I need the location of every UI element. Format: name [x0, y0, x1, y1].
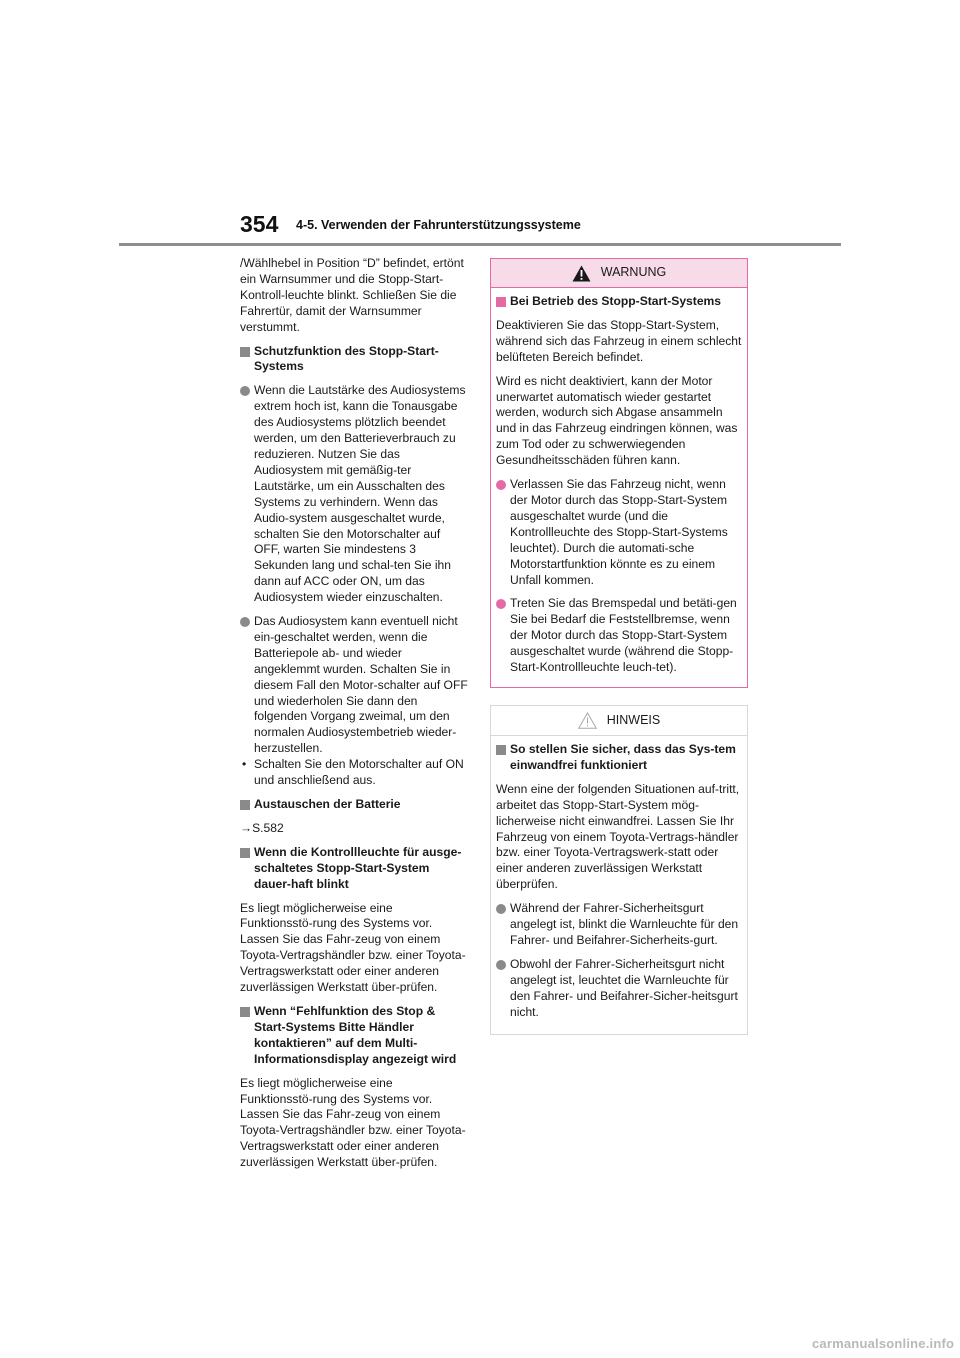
warning-title: WARNUNG — [600, 265, 667, 280]
heading-malfunction-message — [240, 1004, 468, 1068]
footer-logo: carmanualsonline.info — [812, 1336, 955, 1351]
square-bullet-icon — [240, 848, 250, 858]
circle-bullet-icon — [240, 617, 250, 627]
paragraph: Wird es nicht deaktiviert, kann der Motor unerwartet automatisch wieder gestartet werden, wodurch sich Abgase ansammeln und in das Fahrzeug eindringen können, was zum Tod oder zu schwerwiegenden Gesundheitsschäden führen kann. — [496, 373, 738, 468]
header-rule — [119, 243, 841, 246]
circle-bullet-icon — [496, 904, 506, 914]
bullet-text: Während der Fahrer-Sicherheitsgurt angelegt ist, blinkt die Warnleuchte für den Fahrer- und Beifahrer-Sicherheits-gurt. — [510, 901, 739, 947]
heading-text: Wenn die Kontrollleuchte für ausge-schaltetes Stopp-Start-System dauer-haft blinkt — [254, 844, 462, 891]
page-number: 354 — [240, 211, 279, 237]
bullet-text: Wenn die Lautstärke des Audiosystems extrem hoch ist, kann die Tonausgabe des Audiosystems plötzlich beendet werden, um den Batterieverbrauch zu reduzieren. Nutzen Sie das Audiosystem mit gemäßig-ter Lautstärke, um ein Ausschalten des Systems zu verhindern. Wenn das Audio-system ausgeschaltet wurde, schalten Sie den Motorschalter auf OFF, warten Sie mindestens 3 Sekunden lang und schal-ten Sie ihn dann auf ACC oder ON, um das Audiosystem wieder einzuschalten. — [254, 383, 466, 605]
heading-text: Schutzfunktion des Stopp-Start-Systems — [254, 343, 439, 374]
warning-heading — [496, 294, 742, 310]
circle-bullet-icon — [240, 386, 250, 396]
intro-paragraph: /Wählhebel in Position “D” befindet, ertönt ein Warnsummer und die Stopp-Start-Kontroll-leuchte blinkt. Schließen Sie die Fahrertür, damit der Warnsummer verstummt. — [240, 256, 464, 334]
note-header — [491, 706, 747, 736]
page-reference: →S.582 — [240, 820, 284, 835]
heading-indicator-blinks — [240, 845, 468, 893]
bullet-item — [496, 477, 742, 588]
circle-bullet-icon — [496, 960, 506, 970]
square-bullet-icon — [240, 347, 250, 357]
section-title: 4-5. Verwenden der Fahrunterstützungssysteme — [296, 218, 581, 232]
square-bullet-icon — [496, 297, 506, 307]
circle-bullet-icon — [496, 480, 506, 490]
heading-battery-replacement — [240, 797, 468, 813]
note-body — [491, 736, 747, 1035]
sub-bullet-text: Schalten Sie den Motorschalter auf ON und anschließend aus. — [254, 757, 464, 788]
note-heading — [496, 742, 742, 774]
warning-header — [491, 259, 747, 288]
warning-box — [490, 258, 748, 688]
bullet-item — [240, 614, 468, 757]
square-bullet-icon — [240, 800, 250, 810]
note-title: HINWEIS — [606, 712, 661, 727]
caution-outline-icon — [578, 712, 597, 729]
paragraph: Es liegt möglicherweise eine Funktionsstö-rung des Systems vor. Lassen Sie das Fahr-zeug von einem Toyota-Vertragshändler bzw. einer Toyota-Vertragswerkstatt oder einer anderen zuverlässigen Werkstatt über-prüfen. — [240, 1075, 466, 1170]
bullet-item — [496, 957, 742, 1021]
dot-marker: • — [242, 757, 247, 772]
sub-bullet-item — [240, 757, 468, 789]
heading-text: Austauschen der Batterie — [254, 797, 401, 811]
left-column — [240, 256, 468, 1179]
bullet-text: Treten Sie das Bremspedal und betäti-gen Sie bei Bedarf die Feststellbremse, wenn der Motor durch das Stopp-Start-System ausgeschaltet wurde (während die Stopp-Start-Kontrollleuchte leuch-tet). — [510, 596, 737, 675]
heading-text: Bei Betrieb des Stopp-Start-Systems — [510, 294, 722, 308]
circle-bullet-icon — [496, 599, 506, 609]
bullet-item — [240, 383, 468, 606]
warning-body — [491, 288, 747, 690]
bullet-text: Verlassen Sie das Fahrzeug nicht, wenn der Motor durch das Stopp-Start-System ausgeschaltet wurde (und die Kontrollleuchte des Stopp-Start-Systems leuchtet). Durch die automati-sche Motorstartfunktion könnte es zu einem Unfall kommen. — [510, 477, 728, 587]
paragraph: Es liegt möglicherweise eine Funktionsstö-rung des Systems vor. Lassen Sie das Fahr-zeug von einem Toyota-Vertragshändler bzw. einer Toyota-Vertragswerkstatt oder einer anderen zuverlässigen Werkstatt über-prüfen. — [240, 900, 466, 995]
paragraph: Deaktivieren Sie das Stopp-Start-System, während sich das Fahrzeug in einem schlecht belüfteten Bereich befindet. — [496, 317, 742, 364]
square-bullet-icon — [240, 1007, 250, 1017]
warning-triangle-icon — [572, 265, 591, 282]
heading-stop-start-protection — [240, 344, 468, 376]
note-box — [490, 705, 748, 1035]
heading-text: Wenn “Fehlfunktion des Stop & Start-Systems Bitte Händler kontaktieren” auf dem Multi-Informationsdisplay angezeigt wird — [254, 1003, 457, 1066]
bullet-item — [496, 596, 742, 676]
bullet-item — [496, 901, 742, 949]
bullet-text: Obwohl der Fahrer-Sicherheitsgurt nicht angelegt ist, leuchtet die Warnleuchte für den Fahrer- und Beifahrer-Sicher-heitsgurt nicht. — [510, 956, 738, 1019]
bullet-text: Das Audiosystem kann eventuell nicht ein-geschaltet werden, wenn die Batteriepole ab- und wieder angeklemmt wurden. Schalten Sie in diesem Fall den Motor-schalter auf OFF und wiederholen Sie dann den folgenden Vorgang zweimal, um den normalen Audiosystembetrieb wieder-herzustellen. — [254, 614, 468, 756]
heading-text: So stellen Sie sicher, dass das Sys-tem einwandfrei funktioniert — [510, 742, 736, 772]
paragraph: Wenn eine der folgenden Situationen auf-tritt, arbeitet das Stopp-Start-System mög-licherweise nicht einwandfrei. Lassen Sie Ihr Fahrzeug von einem Toyota-Vertrags-händler bzw. einer Toyota-Vertragswerk-statt oder einer anderen zuverlässigen Werkstatt überprüfen. — [496, 781, 740, 892]
square-bullet-icon — [496, 745, 506, 755]
